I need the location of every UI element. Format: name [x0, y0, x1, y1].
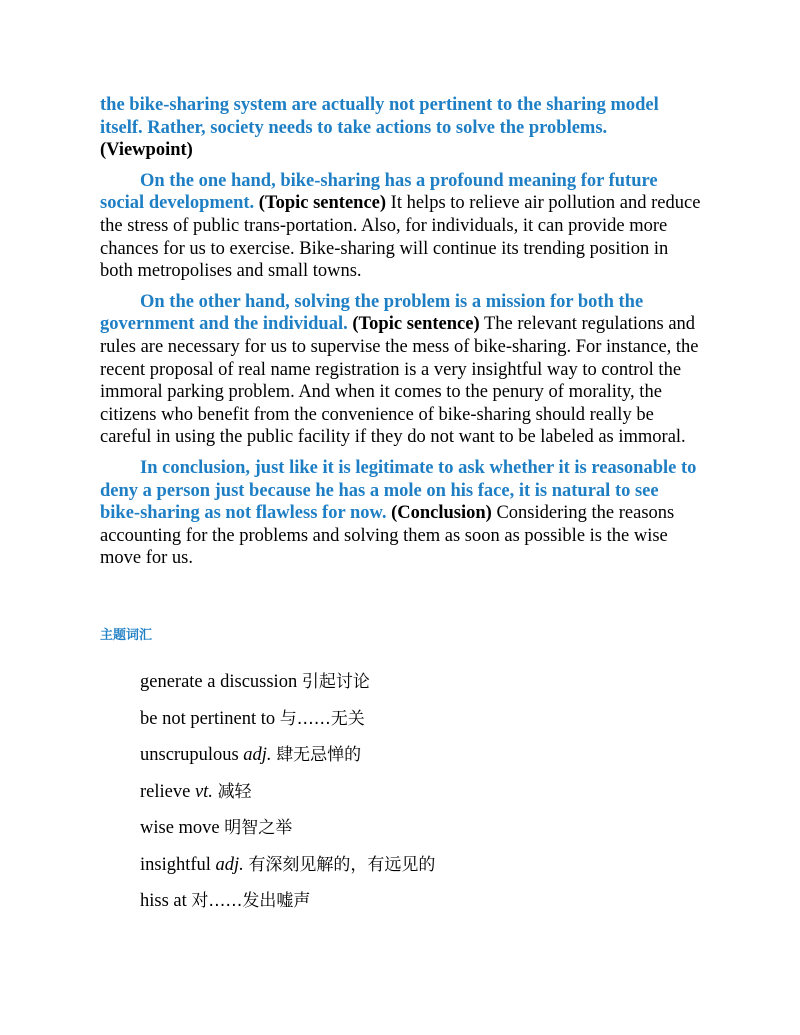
vocab-part-of-speech: vt. [194, 781, 213, 802]
vocab-translation: 对……发出嘘声 [191, 891, 311, 911]
vocab-item [140, 815, 435, 852]
topic-two-body: The relevant regulations and rules are necessary for us to supervise the mess of bike-sharing. For instance, the recent proposal of real name registration is a very insightful way to control the immoral parking problem. And when it comes to the penury of morality, the citizens who benefit from the convenience of bike-sharing should really be careful in using the public facility if they do not want to be labeled as immoral. [100, 314, 699, 448]
vocab-term: generate a discussion [140, 672, 298, 692]
essay-body [100, 94, 702, 578]
topic-two-highlight: On the other hand, solving the problem is a mission for both the government and the individual. [100, 291, 644, 335]
vocab-translation: 肆无忌惮的 [276, 745, 362, 765]
vocab-item [140, 706, 435, 743]
vocab-item [140, 779, 435, 816]
vocab-item [140, 888, 435, 925]
vocab-term: hiss at [140, 891, 187, 911]
vocab-translation: 有深刻见解的，有远见的 [248, 854, 436, 875]
topic-two-tag: (Topic sentence) [352, 314, 480, 335]
vocab-heading: 主题词汇 [100, 628, 153, 643]
paragraph-viewpoint [100, 94, 702, 162]
vocab-translation: 明智之举 [224, 818, 293, 838]
vocab-term: be not pertinent to [140, 708, 276, 729]
vocab-item [140, 669, 435, 706]
conclusion-body: Considering the reasons accounting for the problems and solving them as soon as possible is the wise move for us. [100, 503, 675, 569]
viewpoint-highlight: the bike-sharing system are actually not pertinent to the sharing model itself. Rather, society needs to take actions to solve the problems. [100, 95, 659, 138]
conclusion-highlight: In conclusion, just like it is legitimate to ask whether it is reasonable to deny a person just because he has a mole on his face, it is natural to see bike-sharing as not flawless for now. [100, 457, 697, 524]
vocab-term: insightful [140, 854, 211, 875]
vocab-term: wise move [140, 818, 220, 838]
vocab-term: relieve [140, 781, 191, 802]
vocab-part-of-speech: adj. [243, 745, 272, 765]
vocab-part-of-speech: adj. [215, 854, 244, 875]
vocab-item [140, 852, 435, 889]
topic-one-tag: (Topic sentence) [258, 193, 387, 214]
paragraph-topic-one [100, 170, 702, 283]
vocab-translation: 减轻 [217, 781, 252, 802]
topic-one-body: It helps to relieve air pollution and reduce the stress of public trans-portation. Also, for individuals, it can provide more chances for us to exercise. Bike-sharing will continue its trending position in both metropolises and small towns. [100, 193, 701, 282]
vocab-translation: 引起讨论 [301, 672, 370, 692]
vocab-item [140, 742, 435, 779]
vocab-list [140, 669, 435, 925]
vocab-translation: 与……无关 [279, 708, 365, 729]
conclusion-tag: (Conclusion) [391, 503, 492, 524]
paragraph-conclusion [100, 457, 702, 570]
vocab-term: unscrupulous [140, 745, 239, 765]
topic-one-highlight: On the one hand, bike-sharing has a profound meaning for future social development. [100, 170, 658, 214]
paragraph-topic-two [100, 291, 702, 449]
viewpoint-tag: (Viewpoint) [100, 140, 193, 161]
